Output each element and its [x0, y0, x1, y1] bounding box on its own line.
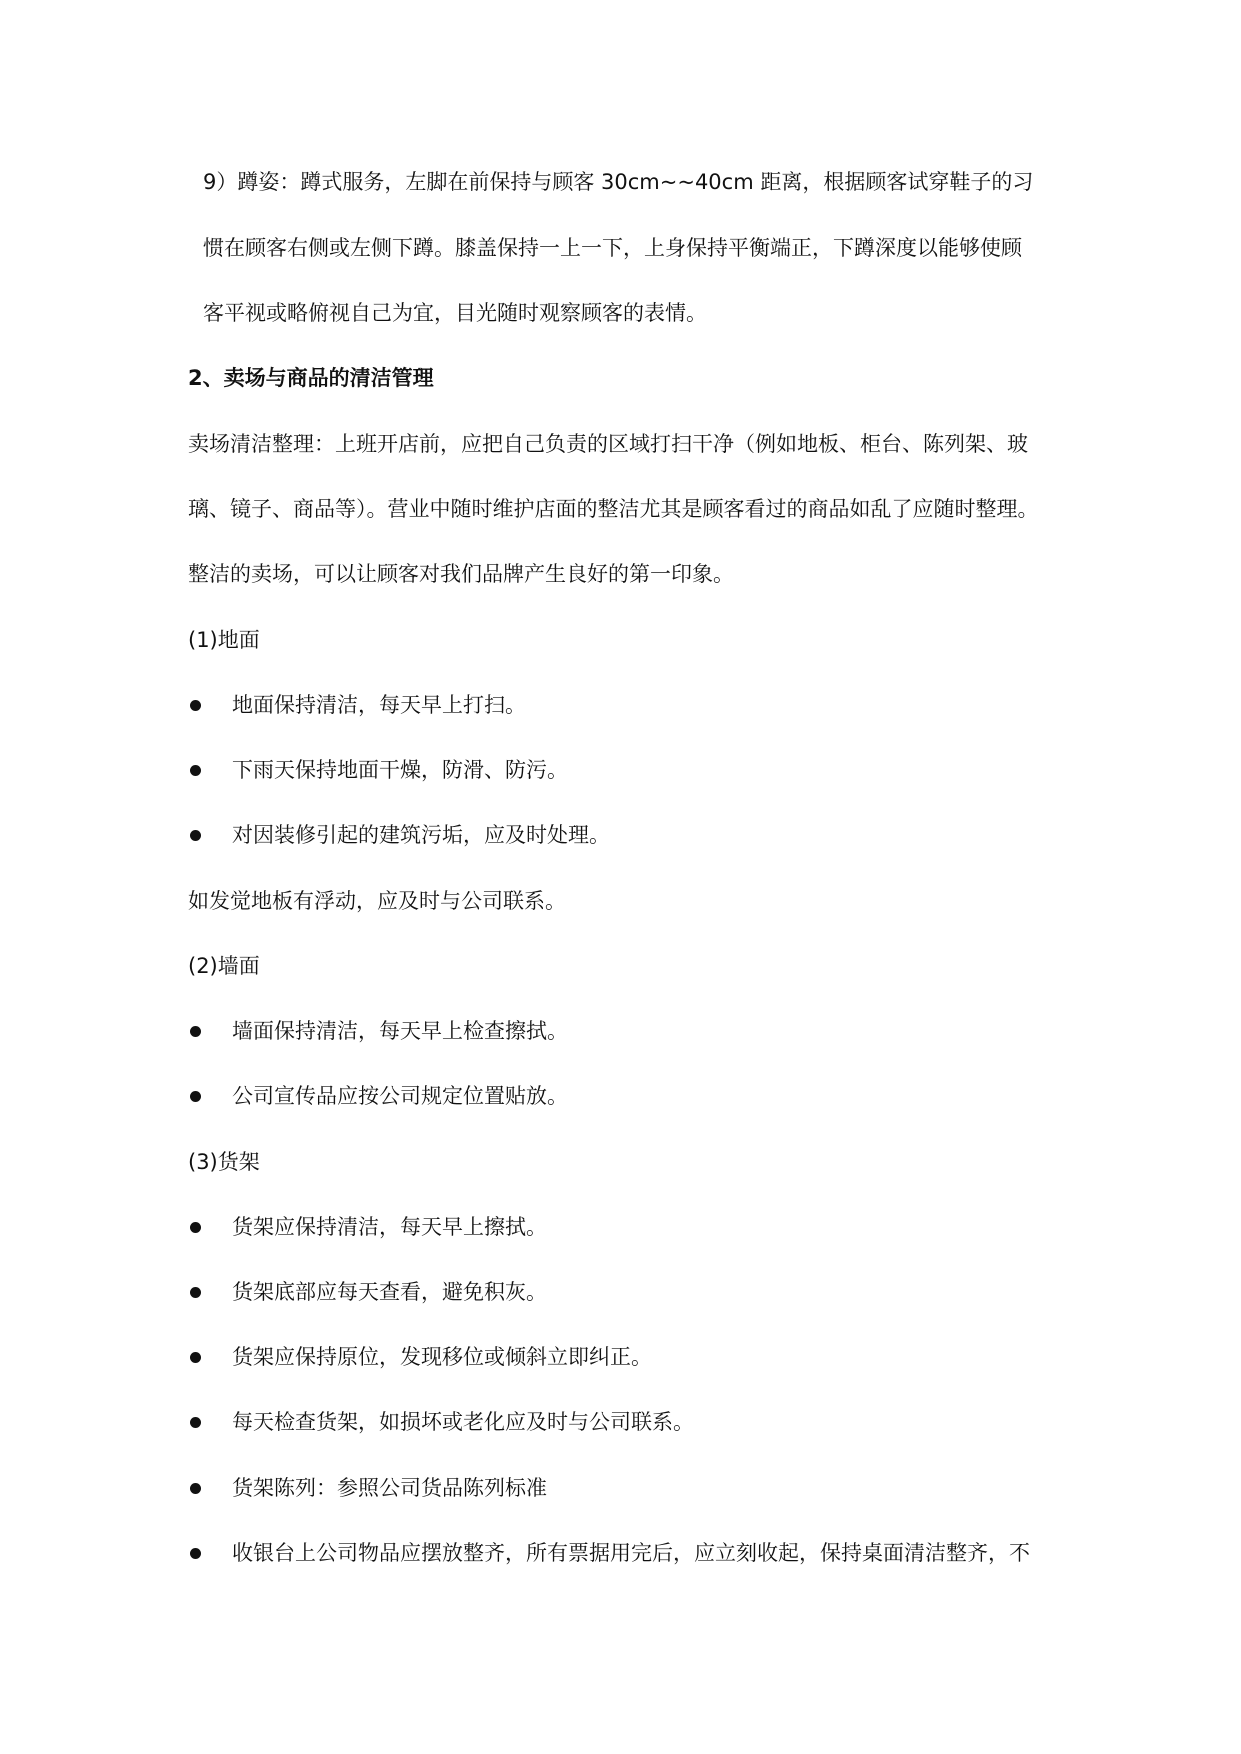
bullet-icon	[190, 1222, 201, 1233]
list-item-text: 墙面保持清洁，每天早上检查擦拭。	[232, 1019, 568, 1043]
bullet-icon	[190, 1548, 201, 1559]
list-item-text: 货架应保持清洁，每天早上擦拭。	[232, 1215, 547, 1239]
bullet-icon	[190, 765, 201, 776]
bullet-icon	[190, 1417, 201, 1428]
bullet-icon	[190, 830, 201, 841]
section-heading: 2、卖场与商品的清洁管理	[188, 366, 434, 390]
subheading-floor: (1)地面	[188, 628, 260, 652]
list-item-text: 收银台上公司物品应摆放整齐，所有票据用完后，应立刻收起，保持桌面清洁整齐，不	[232, 1541, 1030, 1565]
bullet-icon	[190, 1091, 201, 1102]
list-item-text: 货架底部应每天查看，避免积灰。	[232, 1280, 547, 1304]
paragraph-line: 卖场清洁整理：上班开店前，应把自己负责的区域打扫干净（例如地板、柜台、陈列架、玻	[188, 432, 1028, 456]
bullet-icon	[190, 1287, 201, 1298]
paragraph-line: 整洁的卖场，可以让顾客对我们品牌产生良好的第一印象。	[188, 562, 734, 586]
paragraph-line: 客平视或略俯视自己为宜，目光随时观察顾客的表情。	[203, 301, 707, 325]
paragraph-line: 9）蹲姿：蹲式服务，左脚在前保持与顾客 30cm~~40cm 距离，根据顾客试穿鞋子的习	[203, 170, 1034, 194]
bullet-icon	[190, 1026, 201, 1037]
subheading-shelf: (3)货架	[188, 1150, 260, 1174]
list-item-text: 下雨天保持地面干燥，防滑、防污。	[232, 758, 568, 782]
list-item-text: 地面保持清洁，每天早上打扫。	[232, 693, 526, 717]
paragraph-line: 璃、镜子、商品等）。营业中随时维护店面的整洁尤其是顾客看过的商品如乱了应随时整理。	[188, 497, 1039, 521]
bullet-icon	[190, 700, 201, 711]
bullet-icon	[190, 1483, 201, 1494]
bullet-icon	[190, 1352, 201, 1363]
subheading-wall: (2)墙面	[188, 954, 260, 978]
paragraph-line: 如发觉地板有浮动，应及时与公司联系。	[188, 889, 566, 913]
paragraph-line: 惯在顾客右侧或左侧下蹲。膝盖保持一上一下，上身保持平衡端正，下蹲深度以能够使顾	[203, 236, 1022, 260]
list-item-text: 每天检查货架，如损坏或老化应及时与公司联系。	[232, 1410, 694, 1434]
list-item-text: 货架应保持原位，发现移位或倾斜立即纠正。	[232, 1345, 652, 1369]
list-item-text: 公司宣传品应按公司规定位置贴放。	[232, 1084, 568, 1108]
list-item-text: 货架陈列：参照公司货品陈列标准	[232, 1476, 547, 1500]
list-item-text: 对因装修引起的建筑污垢，应及时处理。	[232, 823, 610, 847]
